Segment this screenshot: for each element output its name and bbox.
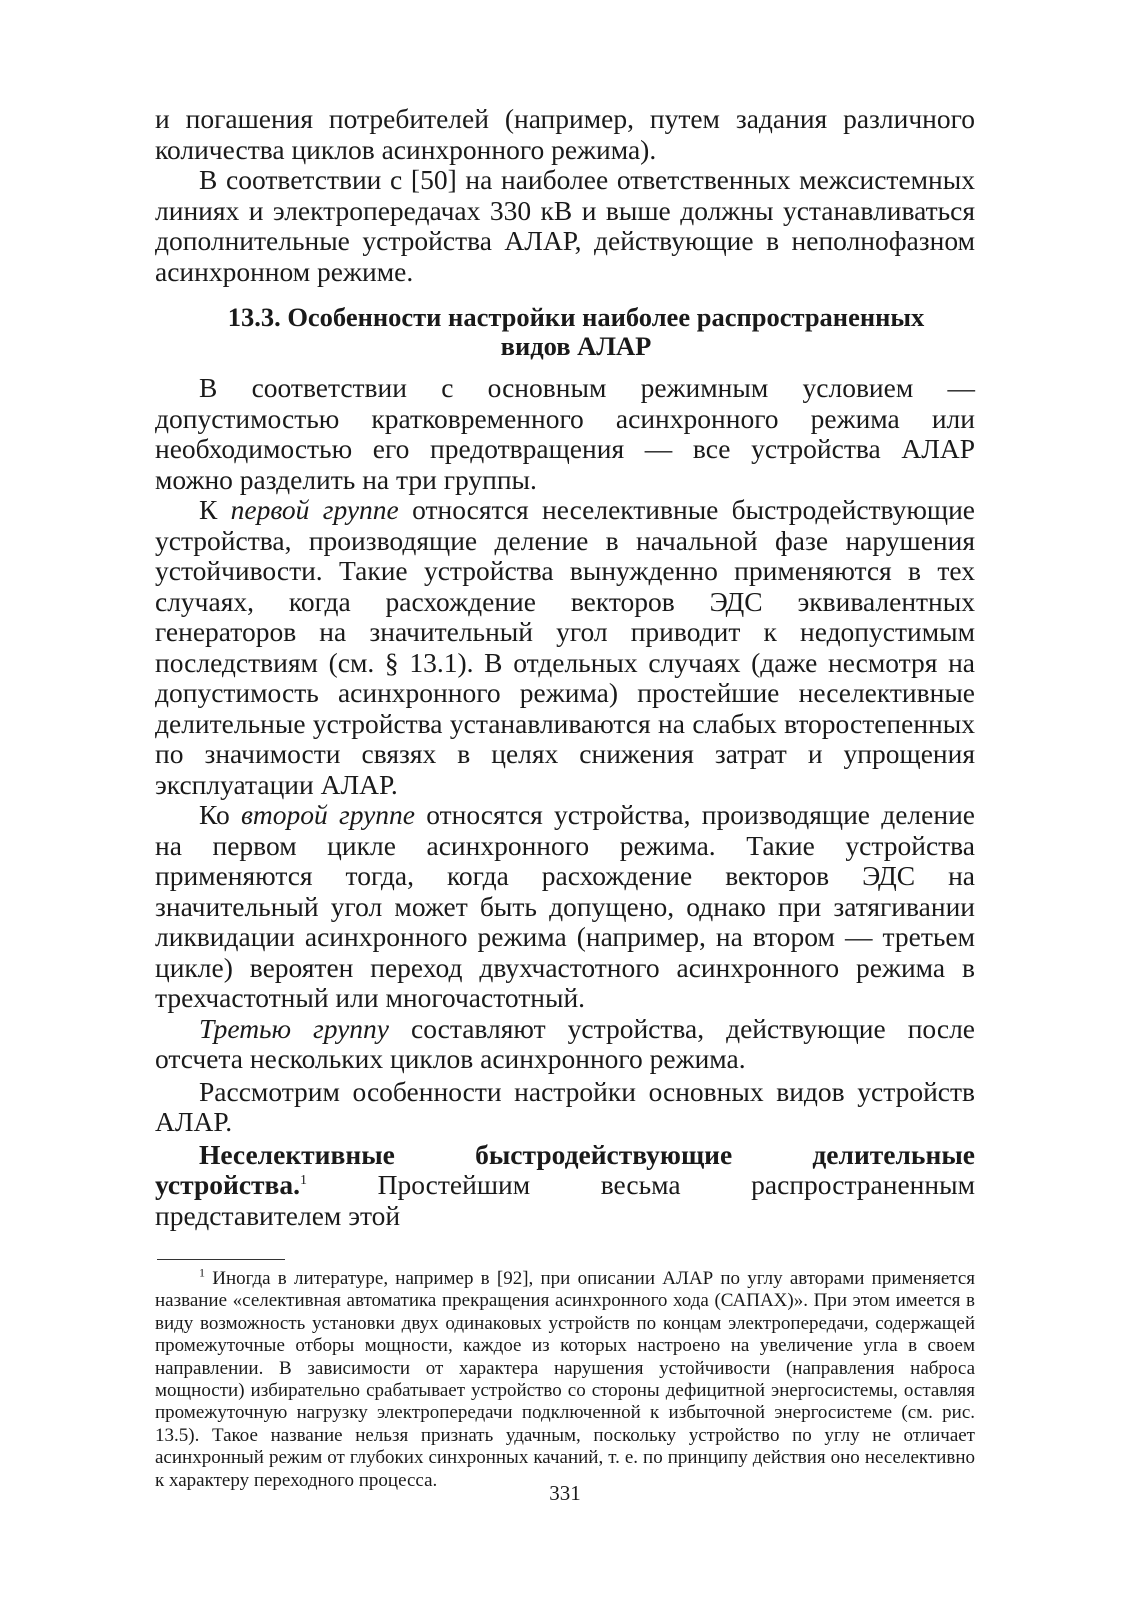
footnote-text: Иногда в литературе, например в [92], при описании АЛАР по углу авторами применяется название «селективная автоматика прекращения асинхронного хода (САПАХ)». При этом имеется в виду возможность установки двух одинаковых устройств по концам электропередачи, содержащей промежуточные отборы мощности, каждое из которых настроено на увеличение угла в своем направлении. В зависимости от характера нарушения устойчивости (направления наброса мощности) избирательно срабатывает устройство со стороны дефицитной энергосистемы, оставляя промежуточную нагрузку электропередачи подключенной к избыточной энергосистеме (см. рис. 13.5). Такое название нельзя признать удачным, поскольку устройство по углу не отличает асинхронный режим от глубоких синхронных качаний, т. е. по принципу действия оно неселективно к характеру переходного процесса.	[155, 1268, 975, 1491]
second-group-prefix: Ко	[199, 799, 241, 830]
section-heading	[155, 303, 975, 361]
section-heading-line1: 13.3. Особенности настройки наиболее распространенных	[227, 302, 925, 332]
footnote	[155, 1265, 975, 1492]
third-group-term: Третью группу	[199, 1012, 390, 1044]
page-content	[155, 103, 975, 1505]
paragraph-regulation: В соответствии с [50] на наиболее ответственных межсистемных линиях и электропередачах 330 кВ и выше должны устанавливаться дополнительные устройства АЛАР, действующие в неполнофазном асинхронном режиме.	[155, 164, 975, 287]
footnote-ref: 1	[300, 1172, 308, 1188]
paragraph-nonselective	[155, 1140, 975, 1232]
second-group-term: второй группе	[240, 799, 415, 830]
paragraph-groups-intro: В соответствии с основным режимным условием — допустимостью кратковременного асинхронного режима или необходимостью его предотвращения — все устройства АЛАР можно разделить на три группы.	[155, 372, 975, 495]
footnote-mark: 1	[199, 1265, 205, 1280]
paragraph-first-group	[155, 495, 975, 800]
page-number: 331	[549, 1481, 581, 1505]
first-group-term: первой группе	[230, 494, 399, 525]
nonselective-text: Простейшим весьма распространенным представителем этой	[155, 1169, 975, 1231]
third-group-text: составляют устройства, действующие после отсчета нескольких циклов асинхронного режима.	[155, 1012, 975, 1074]
first-group-text: относятся неселективные быстродействующие устройства, производящие деление в начальной фазе нарушения устойчивости. Такие устройства вынужденно применяются в тех случаях, когда расхождение векторов ЭДС эквивалентных генераторов на значительный угол приводит к недопустимым последствиям (см. § 13.1). В отдельных случаях (даже несмотря на допустимость асинхронного режима) простейшие неселективные делительные устройства устанавливаются на слабых второстепенных по значимости связях в целях снижения затрат и упрощения эксплуатации АЛАР.	[155, 494, 975, 800]
paragraph-third-group	[155, 1014, 975, 1075]
section-heading-line2: видов АЛАР	[500, 331, 652, 361]
first-group-prefix: К	[199, 494, 231, 525]
paragraph-overview: Рассмотрим особенности настройки основных видов устройств АЛАР.	[155, 1075, 975, 1137]
second-group-text: относятся устройства, производящие деление на первом цикле асинхронного режима. Такие устройства применяются тогда, когда расхождение векторов ЭДС на значительный угол может быть допущено, однако при затягивании ликвидации асинхронного режима (например, на втором — третьем цикле) вероятен переход двухчастотного асинхронного режима в трехчастотный или многочастотный.	[155, 799, 975, 1013]
run-in-heading: Неселективные быстродействующие делительные устройства.	[155, 1138, 975, 1200]
paragraph-continued: и погашения потребителей (например, путем задания различного количества циклов асинхронного режима).	[155, 103, 975, 165]
paragraph-second-group	[155, 800, 975, 1014]
footnote-divider	[157, 1259, 285, 1260]
